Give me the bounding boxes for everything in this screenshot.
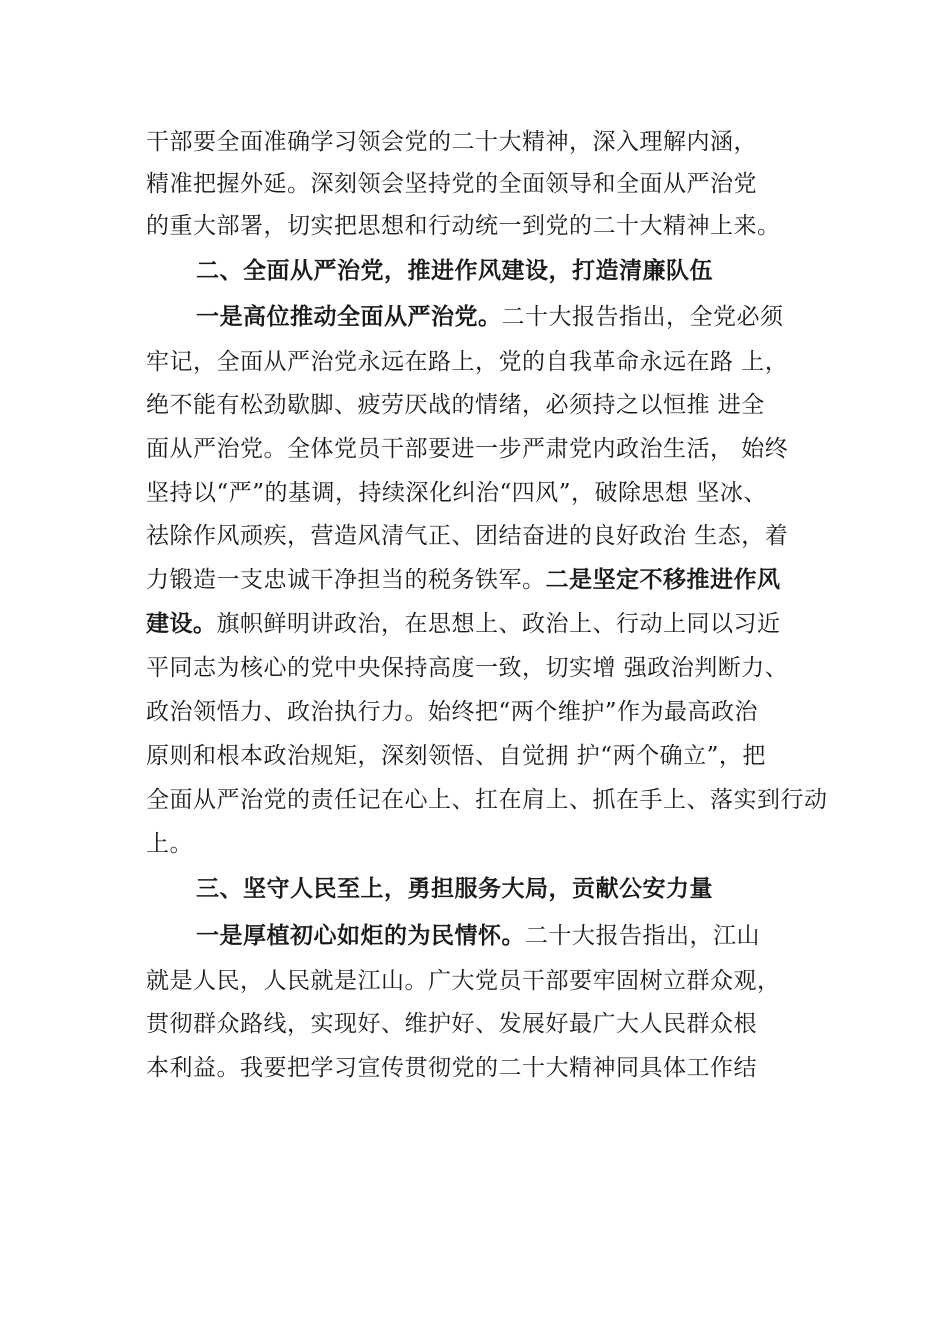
- body-text: 平同志为核心的党中央保持高度一致，切实增 强政治判断力、: [146, 655, 789, 681]
- body-line: [146, 565, 836, 595]
- body-text: 二十大报告指出，全党必须: [501, 304, 784, 330]
- body-line: [196, 921, 836, 951]
- body-text: 二十大报告指出，江山: [525, 923, 760, 949]
- body-text: 原则和根本政治规矩，深刻领悟、自觉拥 护“两个确立”，把: [146, 743, 766, 769]
- body-line: [146, 434, 836, 464]
- body-text: 绝不能有松劲歇脚、疲劳厌战的情绪，必须持之以恒推 进全: [146, 392, 765, 418]
- body-text: 干部要全面准确学习领会党的二十大精神，深入理解内涵，: [146, 129, 757, 155]
- body-line: [146, 1053, 836, 1083]
- bold-lead: 二是坚定不移推进作风: [545, 567, 781, 593]
- body-text: 就是人民，人民就是江山。广大党员干部要牢固树立群众观，: [146, 968, 781, 994]
- body-text: 面从严治党。全体党员干部要进一步严肃党内政治生活， 始终: [146, 436, 789, 462]
- section-heading-2: [196, 256, 836, 286]
- body-line: [146, 521, 836, 551]
- body-line: [146, 390, 836, 420]
- body-text: 牢记，全面从严治党永远在路上，党的自我革命永远在路 上，: [146, 349, 789, 375]
- body-text: 力锻造一支忠诚干净担当的税务铁军。: [146, 567, 546, 593]
- body-text: 本利益。我要把学习宣传贯彻党的二十大精神同具体工作结: [146, 1055, 757, 1081]
- body-text: 的重大部署，切实把思想和行动统一到党的二十大精神上来。: [146, 213, 781, 239]
- body-line: [146, 785, 836, 815]
- body-text: 旗帜鲜明讲政治，在思想上、政治上、行动上同以习近: [216, 611, 781, 637]
- body-line: [146, 829, 836, 859]
- body-text: 祛除作风顽疾，营造风清气正、团结奋进的良好政治 生态，着: [146, 523, 789, 549]
- body-line: [146, 966, 836, 996]
- body-line: [196, 302, 836, 332]
- section-heading-3: [196, 874, 836, 904]
- body-text: 贯彻群众路线，实现好、维护好、发展好最广大人民群众根: [146, 1011, 757, 1037]
- heading-text: 二、全面从严治党，推进作风建设，打造清廉队伍: [196, 258, 713, 284]
- body-line: [146, 478, 836, 508]
- body-text: 坚持以“严”的基调，持续深化纠治“四风”，破除思想 坚冰、: [146, 480, 767, 506]
- body-text: 政治领悟力、政治执行力。始终把“两个维护”作为最高政治: [146, 699, 759, 725]
- bold-lead: 一是高位推动全面从严治党。: [196, 304, 502, 330]
- body-line: [146, 211, 836, 241]
- bold-lead: 一是厚植初心如炬的为民情怀。: [196, 923, 525, 949]
- body-text: 精准把握外延。深刻领会坚持党的全面领导和全面从严治党: [146, 171, 757, 197]
- body-line: [146, 653, 836, 683]
- body-line: [146, 347, 836, 377]
- body-line: [146, 127, 836, 157]
- body-line: [146, 741, 836, 771]
- body-line: [146, 697, 836, 727]
- body-line: [146, 169, 836, 199]
- body-line: [146, 609, 836, 639]
- bold-lead: 建设。: [146, 611, 217, 637]
- body-text: 全面从严治党的责任记在心上、扛在肩上、抓在手上、落实到行动: [146, 787, 828, 813]
- body-line: [146, 1009, 836, 1039]
- body-text: 上。: [146, 831, 193, 857]
- heading-text: 三、坚守人民至上，勇担服务大局，贡献公安力量: [196, 876, 713, 902]
